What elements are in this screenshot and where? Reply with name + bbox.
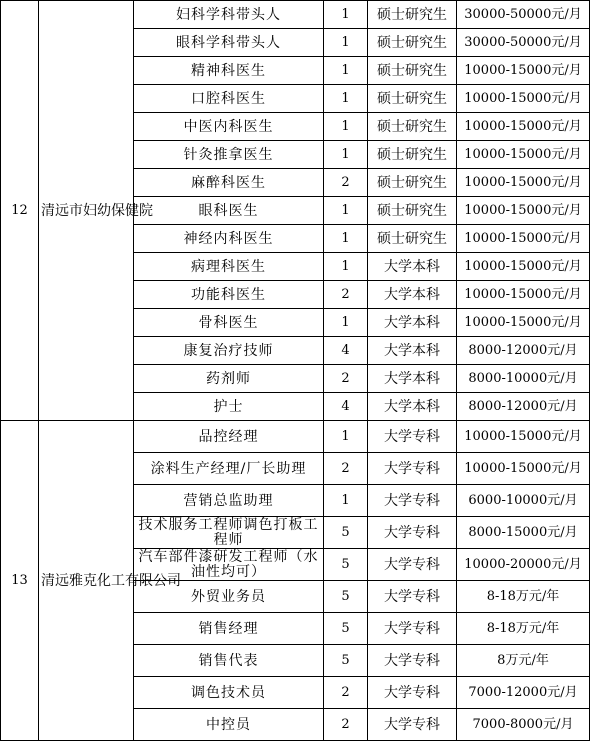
education-cell: 硕士研究生 xyxy=(368,57,457,85)
salary-cell: 10000-15000元/月 xyxy=(457,309,590,337)
education-cell: 大学专科 xyxy=(368,549,457,581)
count-cell: 2 xyxy=(324,453,368,485)
education-cell: 大学本科 xyxy=(368,281,457,309)
salary-cell: 10000-15000元/月 xyxy=(457,421,590,453)
table-row xyxy=(1,1,590,29)
education-cell: 硕士研究生 xyxy=(368,1,457,29)
count-cell: 2 xyxy=(324,709,368,741)
salary-cell: 10000-15000元/月 xyxy=(457,453,590,485)
position-cell xyxy=(134,517,324,549)
position-cell: 品控经理 xyxy=(134,421,324,453)
salary-cell: 6000-10000元/月 xyxy=(457,485,590,517)
count-cell: 5 xyxy=(324,517,368,549)
education-cell: 大学本科 xyxy=(368,309,457,337)
salary-cell: 8-18万元/年 xyxy=(457,581,590,613)
position-cell: 口腔科医生 xyxy=(134,85,324,113)
position-cell: 销售经理 xyxy=(134,613,324,645)
salary-cell: 30000-50000元/月 xyxy=(457,1,590,29)
position-cell: 护士 xyxy=(134,393,324,421)
salary-cell: 8-18万元/年 xyxy=(457,613,590,645)
position-cell: 外贸业务员 xyxy=(134,581,324,613)
org-name: 清远市妇幼保健院 xyxy=(39,1,134,421)
position-cell: 眼科学科带头人 xyxy=(134,29,324,57)
education-cell: 硕士研究生 xyxy=(368,141,457,169)
salary-cell: 10000-15000元/月 xyxy=(457,169,590,197)
count-cell: 1 xyxy=(324,29,368,57)
count-cell: 1 xyxy=(324,57,368,85)
count-cell: 5 xyxy=(324,581,368,613)
position-text: 汽车部件漆研发工程师（水油性均可） xyxy=(138,548,319,580)
salary-cell: 8000-12000元/月 xyxy=(457,337,590,365)
salary-cell: 7000-8000元/月 xyxy=(457,709,590,741)
education-cell: 硕士研究生 xyxy=(368,85,457,113)
salary-cell: 7000-12000元/月 xyxy=(457,677,590,709)
count-cell: 1 xyxy=(324,485,368,517)
position-cell: 妇科学科带头人 xyxy=(134,1,324,29)
education-cell: 大学专科 xyxy=(368,613,457,645)
position-cell: 骨科医生 xyxy=(134,309,324,337)
org-name: 清远雅克化工有限公司 xyxy=(39,421,134,741)
count-cell: 1 xyxy=(324,421,368,453)
org-number: 13 xyxy=(1,421,39,741)
org-number: 12 xyxy=(1,1,39,421)
salary-cell: 8万元/年 xyxy=(457,645,590,677)
education-cell: 硕士研究生 xyxy=(368,113,457,141)
count-cell: 1 xyxy=(324,1,368,29)
salary-cell: 10000-15000元/月 xyxy=(457,253,590,281)
education-cell: 大学本科 xyxy=(368,337,457,365)
count-cell: 1 xyxy=(324,85,368,113)
position-cell: 神经内科医生 xyxy=(134,225,324,253)
count-cell: 2 xyxy=(324,169,368,197)
education-cell: 大学专科 xyxy=(368,677,457,709)
education-cell: 硕士研究生 xyxy=(368,169,457,197)
count-cell: 5 xyxy=(324,549,368,581)
count-cell: 4 xyxy=(324,393,368,421)
salary-cell: 8000-10000元/月 xyxy=(457,365,590,393)
position-cell: 营销总监助理 xyxy=(134,485,324,517)
salary-cell: 10000-15000元/月 xyxy=(457,141,590,169)
salary-cell: 8000-12000元/月 xyxy=(457,393,590,421)
position-cell: 眼科医生 xyxy=(134,197,324,225)
count-cell: 2 xyxy=(324,281,368,309)
position-cell: 麻醉科医生 xyxy=(134,169,324,197)
position-text: 技术服务工程师调色打板工程师 xyxy=(138,516,319,548)
salary-cell: 10000-15000元/月 xyxy=(457,281,590,309)
position-cell: 药剂师 xyxy=(134,365,324,393)
position-cell: 康复治疗技师 xyxy=(134,337,324,365)
count-cell: 5 xyxy=(324,613,368,645)
education-cell: 大学本科 xyxy=(368,365,457,393)
salary-cell: 10000-15000元/月 xyxy=(457,225,590,253)
education-cell: 大学专科 xyxy=(368,645,457,677)
table-row xyxy=(1,421,590,453)
education-cell: 大学本科 xyxy=(368,393,457,421)
count-cell: 1 xyxy=(324,225,368,253)
salary-cell: 10000-15000元/月 xyxy=(457,57,590,85)
education-cell: 大学专科 xyxy=(368,517,457,549)
education-cell: 大学专科 xyxy=(368,485,457,517)
count-cell: 1 xyxy=(324,113,368,141)
count-cell: 1 xyxy=(324,141,368,169)
salary-cell: 10000-15000元/月 xyxy=(457,113,590,141)
salary-cell: 10000-15000元/月 xyxy=(457,197,590,225)
education-cell: 大学专科 xyxy=(368,453,457,485)
position-cell: 中控员 xyxy=(134,709,324,741)
education-cell: 大学专科 xyxy=(368,709,457,741)
salary-cell: 10000-15000元/月 xyxy=(457,85,590,113)
position-cell: 涂料生产经理/厂长助理 xyxy=(134,453,324,485)
position-cell: 功能科医生 xyxy=(134,281,324,309)
education-cell: 大学专科 xyxy=(368,581,457,613)
education-cell: 大学专科 xyxy=(368,421,457,453)
position-cell: 针灸推拿医生 xyxy=(134,141,324,169)
salary-cell: 10000-20000元/月 xyxy=(457,549,590,581)
position-cell: 病理科医生 xyxy=(134,253,324,281)
count-cell: 4 xyxy=(324,337,368,365)
education-cell: 大学本科 xyxy=(368,253,457,281)
count-cell: 1 xyxy=(324,253,368,281)
position-cell: 精神科医生 xyxy=(134,57,324,85)
education-cell: 硕士研究生 xyxy=(368,197,457,225)
position-cell: 调色技术员 xyxy=(134,677,324,709)
education-cell: 硕士研究生 xyxy=(368,29,457,57)
position-cell: 中医内科医生 xyxy=(134,113,324,141)
count-cell: 1 xyxy=(324,309,368,337)
count-cell: 1 xyxy=(324,197,368,225)
education-cell: 硕士研究生 xyxy=(368,225,457,253)
count-cell: 2 xyxy=(324,365,368,393)
count-cell: 5 xyxy=(324,645,368,677)
count-cell: 2 xyxy=(324,677,368,709)
position-cell: 销售代表 xyxy=(134,645,324,677)
salary-cell: 30000-50000元/月 xyxy=(457,29,590,57)
salary-cell: 8000-15000元/月 xyxy=(457,517,590,549)
